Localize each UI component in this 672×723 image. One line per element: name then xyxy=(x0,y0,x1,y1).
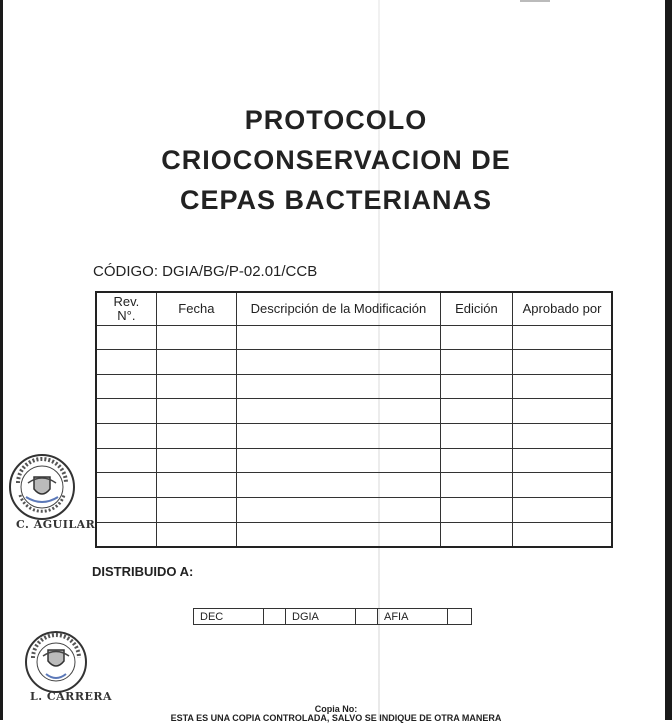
distribution-label: DISTRIBUIDO A: xyxy=(92,564,194,579)
signature-carrera: L. CARRERA xyxy=(30,690,113,703)
revision-cell xyxy=(156,498,236,523)
revision-cell xyxy=(96,374,156,399)
revision-cell xyxy=(96,522,156,547)
revision-row xyxy=(96,448,612,473)
revision-cell xyxy=(156,522,236,547)
revision-table-body xyxy=(96,325,612,547)
revision-cell xyxy=(440,350,512,375)
revision-cell xyxy=(156,448,236,473)
revision-cell xyxy=(513,399,612,424)
title-line-1: PROTOCOLO xyxy=(244,105,428,135)
revision-cell xyxy=(237,473,441,498)
revision-cell xyxy=(96,424,156,449)
revision-cell xyxy=(237,498,441,523)
revision-cell xyxy=(440,325,512,350)
scan-artifact xyxy=(520,0,550,2)
title-line-2: CRIOCONSERVACION DE xyxy=(161,145,511,175)
revision-cell xyxy=(237,374,441,399)
revision-row xyxy=(96,473,612,498)
signature-aguilar: C. AGUILAR xyxy=(16,518,96,531)
revision-cell xyxy=(513,350,612,375)
copy-number-label: Copia No: xyxy=(314,704,358,714)
header-rev-line2: N°. xyxy=(117,307,136,323)
revision-cell xyxy=(513,473,612,498)
revision-row xyxy=(96,498,612,523)
header-rev-line1: Rev. xyxy=(113,293,140,309)
revision-cell xyxy=(96,448,156,473)
document-code: CÓDIGO: DGIA/BG/P-02.01/CCB xyxy=(93,263,318,280)
revision-cell xyxy=(96,473,156,498)
dist-check-afia xyxy=(448,609,472,625)
dist-check-dec xyxy=(264,609,286,625)
distribution-table xyxy=(193,608,472,625)
revision-row xyxy=(96,325,612,350)
revision-cell xyxy=(513,448,612,473)
institutional-seal-icon xyxy=(8,453,76,521)
header-rev-no xyxy=(96,292,156,325)
revision-cell xyxy=(96,399,156,424)
revision-cell xyxy=(513,522,612,547)
revision-cell xyxy=(96,325,156,350)
revision-cell xyxy=(440,448,512,473)
controlled-copy-note: ESTA ES UNA COPIA CONTROLADA, SALVO SE INDIQUE DE OTRA MANERA xyxy=(170,713,502,723)
revision-row xyxy=(96,399,612,424)
revision-cell xyxy=(440,424,512,449)
revision-cell xyxy=(440,374,512,399)
revision-cell xyxy=(237,325,441,350)
revision-cell xyxy=(513,498,612,523)
revision-cell xyxy=(440,399,512,424)
revision-cell xyxy=(156,399,236,424)
institutional-seal-icon xyxy=(24,630,88,694)
revision-cell xyxy=(513,374,612,399)
revision-row xyxy=(96,522,612,547)
header-aprobado: Aprobado por xyxy=(513,292,612,325)
revision-cell xyxy=(237,350,441,375)
revision-cell xyxy=(513,424,612,449)
dist-cell-afia: AFIA xyxy=(378,609,448,625)
revision-row xyxy=(96,350,612,375)
revision-cell xyxy=(440,498,512,523)
distribution-row xyxy=(194,609,472,625)
title-line-3: CEPAS BACTERIANAS xyxy=(179,185,493,215)
header-edicion: Edición xyxy=(440,292,512,325)
dist-check-dgia xyxy=(356,609,378,625)
header-fecha: Fecha xyxy=(156,292,236,325)
document-title xyxy=(0,100,672,220)
revision-cell xyxy=(156,350,236,375)
revision-cell xyxy=(156,473,236,498)
header-descripcion: Descripción de la Modificación xyxy=(237,292,441,325)
revision-cell xyxy=(237,424,441,449)
revision-cell xyxy=(237,399,441,424)
revision-cell xyxy=(96,498,156,523)
revision-header-row xyxy=(96,292,612,325)
revision-cell xyxy=(237,522,441,547)
revision-cell xyxy=(156,374,236,399)
revision-row xyxy=(96,374,612,399)
dist-cell-dgia: DGIA xyxy=(286,609,356,625)
revision-row xyxy=(96,424,612,449)
revision-cell xyxy=(237,448,441,473)
revision-cell xyxy=(156,325,236,350)
revision-table xyxy=(95,291,613,548)
revision-cell xyxy=(440,473,512,498)
revision-cell xyxy=(156,424,236,449)
dist-cell-dec: DEC xyxy=(194,609,264,625)
revision-cell xyxy=(513,325,612,350)
revision-cell xyxy=(440,522,512,547)
revision-cell xyxy=(96,350,156,375)
